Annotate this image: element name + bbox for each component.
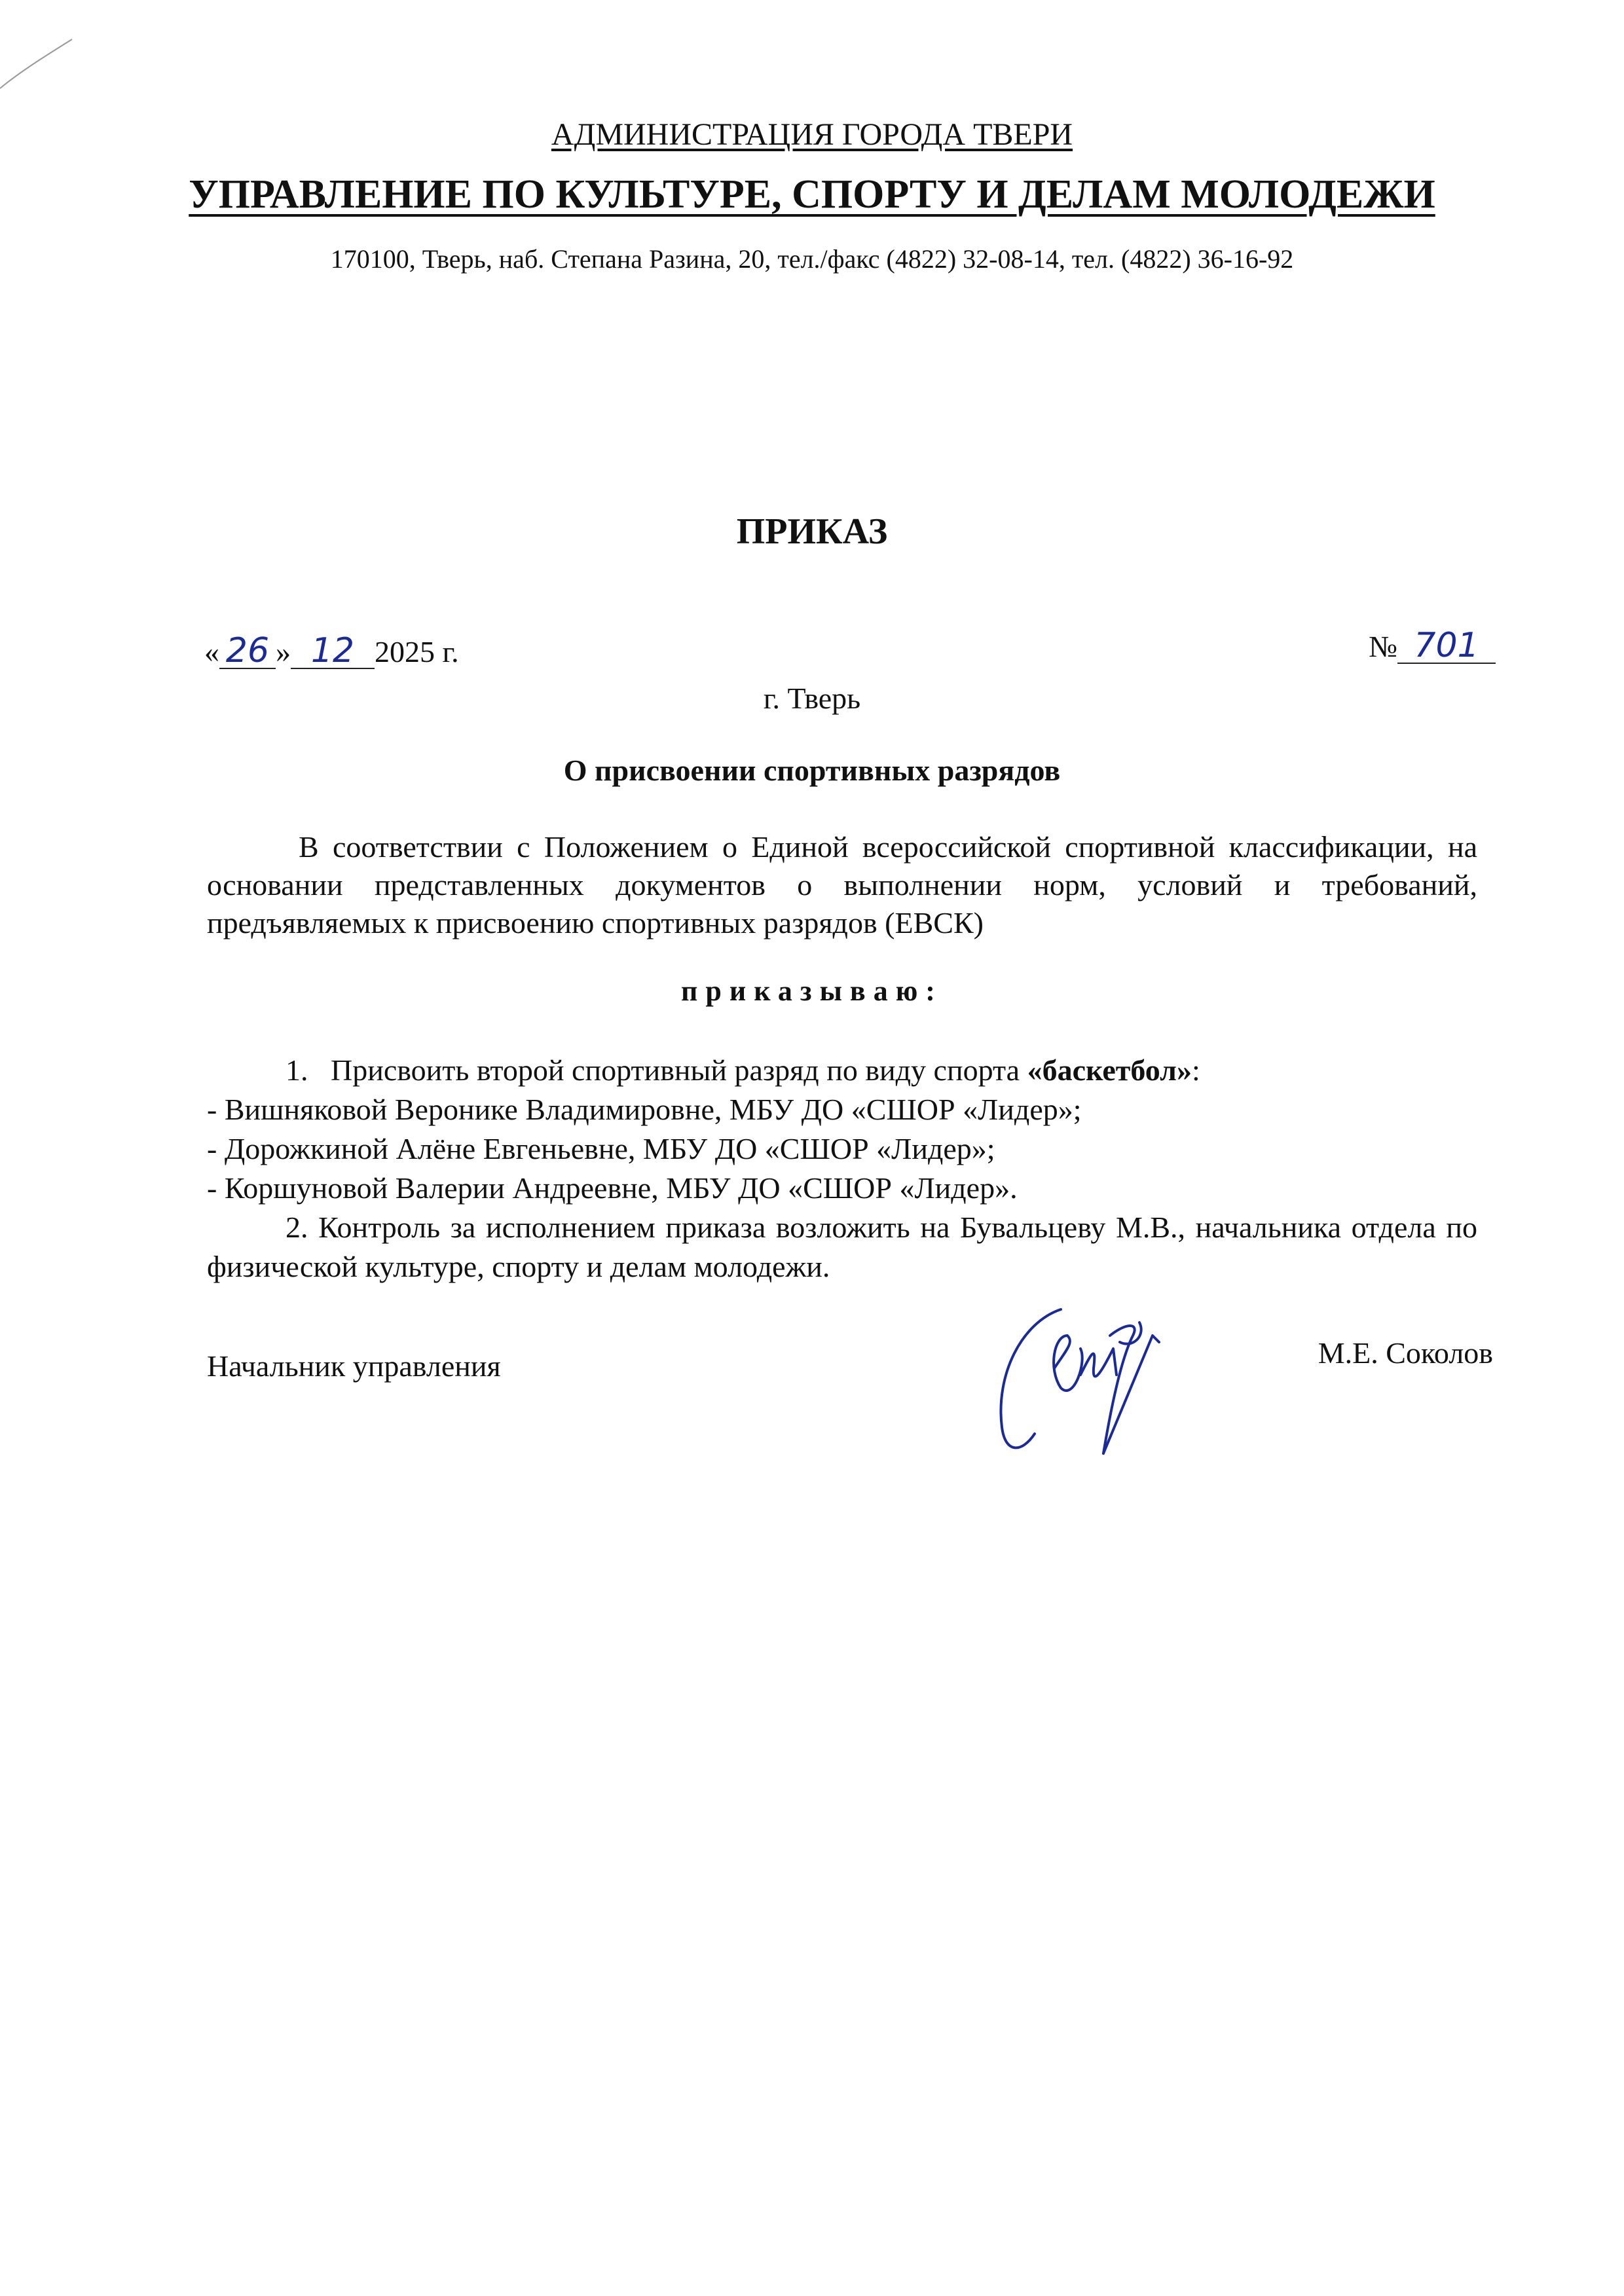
person-item: - Вишняковой Веронике Владимировне, МБУ ДО «СШОР «Лидер»; <box>207 1093 1082 1126</box>
org-address: 170100, Тверь, наб. Степана Разина, 20, тел./факс (4822) 32-08-14, тел. (4822) 36-16-92 <box>330 244 1294 274</box>
order-word: приказываю: <box>681 975 943 1007</box>
preamble-paragraph: В соответствии с Положением о Единой всероссийской спортивной классификации, на основании представленных документов о выполнении норм, условий и требований, предъявляемых к присвоению спортивных разрядов (ЕВСК) <box>207 830 1477 939</box>
person-item: - Дорожкиной Алёне Евгеньевне, МБУ ДО «СШОР «Лидер»; <box>207 1132 995 1165</box>
date-year: 2025 г. <box>375 635 459 668</box>
signer-position: Начальник управления <box>207 1349 501 1383</box>
signature-icon <box>982 1296 1192 1467</box>
date-day: 26 <box>225 631 270 670</box>
order-subject: О присвоении спортивных разрядов <box>563 754 1061 787</box>
scan-mark-icon <box>0 26 79 92</box>
number-field <box>1397 626 1496 665</box>
order-number <box>1369 626 1496 665</box>
org-parent: АДМИНИСТРАЦИЯ ГОРОДА ТВЕРИ <box>551 117 1073 152</box>
order-item-1 <box>207 1051 1477 1090</box>
person-item: - Коршуновой Валерии Андреевне, МБУ ДО «СШОР «Лидер». <box>207 1171 1018 1205</box>
number-prefix: № <box>1369 630 1397 663</box>
city: г. Тверь <box>763 682 861 715</box>
date-day-field <box>219 631 276 670</box>
date-month: 12 <box>310 631 355 670</box>
document-title: ПРИКАЗ <box>736 511 888 552</box>
org-name: УПРАВЛЕНИЕ ПО КУЛЬТУРЕ, СПОРТУ И ДЕЛАМ МОЛОДЕЖИ <box>189 172 1435 217</box>
order-items <box>207 1051 1477 1286</box>
date-close-quote: » <box>276 635 291 668</box>
signer-name: М.Е. Соколов <box>1318 1336 1493 1370</box>
item1-sport: «баскетбол» <box>1027 1053 1192 1087</box>
item1-text: 1. Присвоить второй спортивный разряд по виду спорта <box>286 1053 1027 1087</box>
order-item-2: 2. Контроль за исполнением приказа возложить на Бувальцеву М.В., начальника отдела по физической культуре, спорту и делам молодежи. <box>207 1211 1477 1283</box>
date-month-field <box>291 631 375 670</box>
number-value: 701 <box>1414 626 1479 665</box>
order-date <box>204 631 459 670</box>
item1-colon: : <box>1191 1053 1200 1087</box>
date-open-quote: « <box>204 635 219 668</box>
